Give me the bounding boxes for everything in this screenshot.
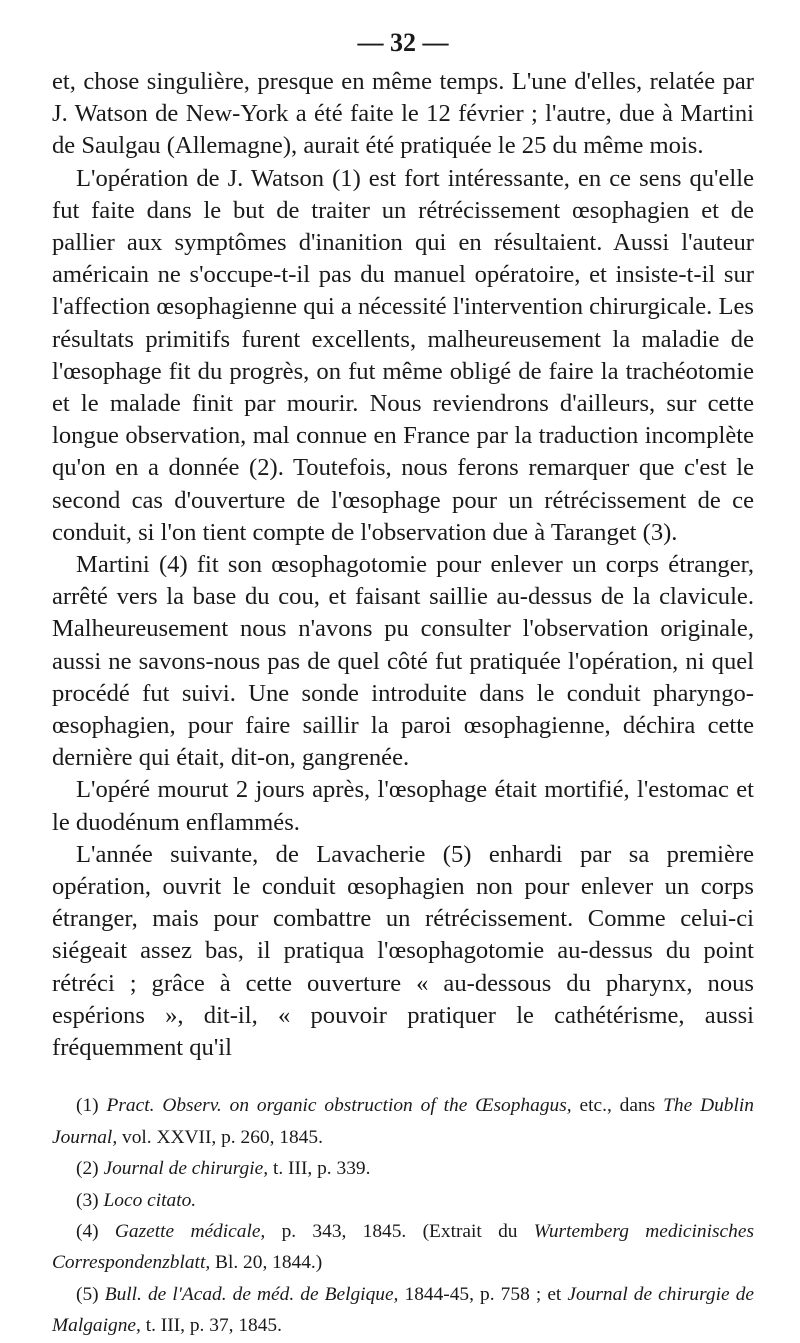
- footnote-source: Gazette médicale,: [114, 1220, 266, 1242]
- paragraph-lavacherie: L'année suivante, de Lavacherie (5) enhardi par sa première opération, ouvrit le conduit œsophagien non pour enlever un corps étranger, mais pour combattre un rétrécissement. Comme celui-ci siégeait assez bas, il pratiqua l'œsophagotomie au-dessus du point rétréci ; grâce à cette ouverture « au-dessous du pharynx, nous espérions », dit-il, « pouvoir pratiquer le cathétérisme, aussi fréquemment qu'il: [52, 840, 754, 1062]
- paragraph-outcome: L'opéré mourut 2 jours après, l'œsophage était mortifié, l'estomac et le duodénum enflammés.: [52, 776, 754, 836]
- paragraph-martini: Martini (4) fit son œsophagotomie pour enlever un corps étranger, arrêté vers la base du cou, et faisant saillie au-dessus de la clavicule. Malheureusement nous n'avons pu consulter l'observation originale, aussi ne savons-nous pas de quel côté fut pratiquée l'opération, ni quel procédé fut suivi. Une sonde introduite dans le conduit pharyngo-œsophagien, pour faire saillir la paroi œsophagienne, déchira cette dernière qui était, dit-on, gangrenée.: [52, 551, 754, 772]
- footnote-details: vol. XXVII, p. 260, 1845.: [117, 1126, 323, 1148]
- footnote-marker: (1): [76, 1095, 99, 1117]
- footnote-details: t. III, p. 37, 1845.: [140, 1315, 282, 1337]
- footnote-journal: Wurtemberg medicinisches Correspondenzblatt,: [52, 1220, 754, 1274]
- book-page: [52, 26, 754, 1342]
- footnote-marker: (2): [76, 1158, 99, 1180]
- footnote-source: Loco citato.: [103, 1189, 197, 1211]
- footnote-details: t. III, p. 339.: [268, 1158, 371, 1180]
- footnote-middle: 1844-45, p. 758 ; et: [398, 1283, 568, 1305]
- footnote-marker: (3): [76, 1189, 99, 1211]
- footnote-3: [52, 1185, 754, 1216]
- footnote-source: Pract. Observ. on organic obstruction of the Œsophagus,: [106, 1095, 572, 1117]
- footnote-middle: etc., dans: [571, 1095, 664, 1117]
- footnote-4: [52, 1216, 754, 1279]
- footnote-2: [52, 1153, 754, 1184]
- footnote-journal: Journal de chirurgie de Malgaigne,: [52, 1283, 755, 1337]
- footnote-details: Bl. 20, 1844.): [210, 1252, 323, 1274]
- paragraph-continuation: et, chose singulière, presque en même temps. L'une d'elles, relatée par J. Watson de New-York a été faite le 12 février ; l'autre, due à Martini de Saulgau (Allemagne), aurait été pratiquée le 25 du même mois.: [52, 68, 754, 160]
- paragraph-watson: L'opération de J. Watson (1) est fort intéressante, en ce sens qu'elle fut faite dans le but de traiter un rétrécissement œsophagien et de pallier aux symptômes d'inanition qui en résultaient. Aussi l'auteur américain ne s'occupe-t-il pas du manuel opératoire, et insiste-t-il sur l'affection œsophagienne qui a nécessité l'intervention chirurgicale. Les résultats primitifs furent excellents, malheureusement la maladie de l'œsophage fit du progrès, on fut même obligé de faire la trachéotomie et le malade finit par mourir. Nous reviendrons d'ailleurs, sur cette longue observation, mal connue en France par la traduction incomplète qu'on en a donnée (2). Toutefois, nous ferons remarquer que c'est le second cas d'ouverture de l'œsophage pour un rétrécissement de ce conduit, si l'on tient compte de l'observation due à Taranget (3).: [52, 164, 754, 546]
- footnote-journal: The Dublin Journal,: [52, 1095, 754, 1148]
- footnote-1: [52, 1090, 754, 1153]
- footnote-source: Journal de chirurgie,: [103, 1158, 269, 1180]
- footnote-source: Bull. de l'Acad. de méd. de Belgique,: [104, 1283, 399, 1305]
- footnote-marker: (4): [76, 1220, 99, 1242]
- page-number: — 32 —: [357, 28, 449, 57]
- body-text: [52, 66, 754, 1064]
- footnote-5: [52, 1279, 754, 1342]
- footnotes: [52, 1090, 754, 1341]
- footnote-marker: (5): [76, 1283, 99, 1305]
- footnote-middle: p. 343, 1845. (Extrait du: [265, 1220, 534, 1242]
